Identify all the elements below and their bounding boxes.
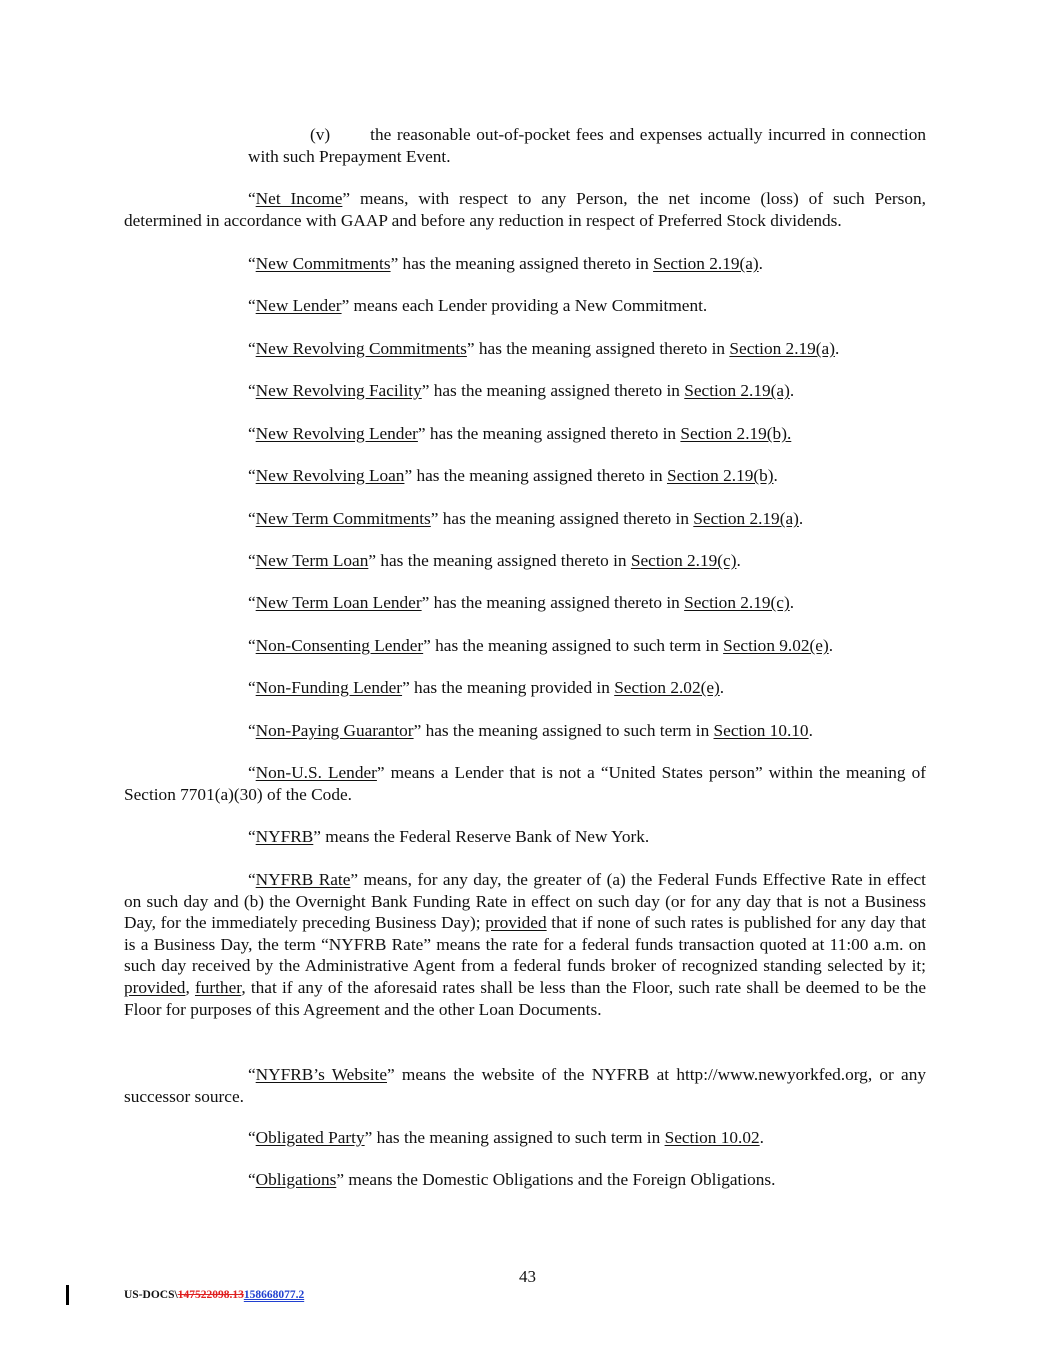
definition-non-funding-lender: “Non-Funding Lender” has the meaning provided in Section 2.02(e). bbox=[248, 678, 725, 697]
definition-nyfrb: “NYFRB” means the Federal Reserve Bank of New York. bbox=[248, 827, 650, 846]
definition-new-term-loan: “New Term Loan” has the meaning assigned thereto in Section 2.19(c). bbox=[248, 551, 741, 570]
term: Non-U.S. Lender bbox=[255, 763, 377, 782]
term: NYFRB bbox=[255, 827, 314, 846]
definition-new-revolving-loan: “New Revolving Loan” has the meaning assigned thereto in Section 2.19(b). bbox=[248, 466, 778, 485]
doc-id-inserted: 158668077.2 bbox=[243, 1289, 305, 1301]
further-term: further bbox=[194, 977, 242, 997]
section-reference: Section 2.19(b). bbox=[680, 424, 792, 443]
term: NYFRB’s Website bbox=[255, 1065, 387, 1084]
definition-nyfrb-website: “NYFRB’s Website” means the website of the NYFRB at http://www.newyorkfed.org, or any successor source. bbox=[124, 1065, 926, 1106]
change-bar bbox=[66, 1285, 69, 1305]
term: NYFRB Rate bbox=[255, 870, 351, 889]
definition-obligations: “Obligations” means the Domestic Obligations and the Foreign Obligations. bbox=[248, 1170, 776, 1189]
term: New Revolving Commitments bbox=[255, 339, 467, 358]
definition-new-lender: “New Lender” means each Lender providing a New Commitment. bbox=[248, 296, 708, 315]
definition-new-term-loan-lender: “New Term Loan Lender” has the meaning assigned thereto in Section 2.19(c). bbox=[248, 593, 795, 612]
section-reference: Section 9.02(e) bbox=[723, 636, 829, 655]
definition-new-revolving-commitments: “New Revolving Commitments” has the meaning assigned thereto in Section 2.19(a). bbox=[248, 339, 840, 358]
provided-term: provided bbox=[485, 913, 547, 933]
term: Non-Funding Lender bbox=[255, 678, 403, 697]
section-reference: Section 10.02 bbox=[664, 1128, 760, 1147]
definition-net-income: “Net Income” means, with respect to any Person, the net income (loss) of such Person, determined in accordance with GAAP and before any reduction in respect of Preferred Stock dividends. bbox=[124, 189, 926, 230]
term: Net Income bbox=[255, 189, 343, 208]
term: New Revolving Loan bbox=[255, 466, 405, 485]
definition-non-us-lender: “Non-U.S. Lender” means a Lender that is not a “United States person” within the meaning of Section 7701(a)(30) of the Code. bbox=[124, 763, 926, 804]
document-id-footer bbox=[124, 1289, 304, 1301]
definition-obligated-party: “Obligated Party” has the meaning assigned to such term in Section 10.02. bbox=[248, 1128, 764, 1147]
definition-non-consenting-lender: “Non-Consenting Lender” has the meaning assigned to such term in Section 9.02(e). bbox=[248, 636, 834, 655]
term: New Term Loan Lender bbox=[255, 593, 422, 612]
doc-id-prefix: US-DOCS\ bbox=[124, 1289, 178, 1301]
doc-id-deleted: 147522098.13 bbox=[177, 1289, 244, 1301]
term: Non-Paying Guarantor bbox=[255, 721, 414, 740]
term: Obligations bbox=[255, 1170, 337, 1189]
term: Non-Consenting Lender bbox=[255, 636, 424, 655]
section-reference: Section 10.10 bbox=[713, 721, 809, 740]
definition-new-commitments: “New Commitments” has the meaning assigned thereto in Section 2.19(a). bbox=[248, 254, 763, 273]
clause-v bbox=[248, 124, 926, 167]
section-reference: Section 2.19(a) bbox=[684, 381, 790, 400]
definition-nyfrb-rate: “NYFRB Rate” means, for any day, the greater of (a) the Federal Funds Effective Rate in effect on such day and (b) the Overnight Bank Funding Rate in effect on such day (or for any day that is not a Business Day, for the immediately preceding Business Day); provided that if none of such rates is published for any day that is a Business Day, the term “NYFRB Rate” means the rate for a federal funds transaction quoted at 11:00 a.m. on such day received by the Administrative Agent from a federal funds broker of recognized standing selected by it; provided, further, that if any of the aforesaid rates shall be less than the Floor, such rate shall be deemed to be the Floor for purposes of this Agreement and the other Loan Documents. bbox=[124, 870, 927, 1019]
definition-new-revolving-facility: “New Revolving Facility” has the meaning assigned thereto in Section 2.19(a). bbox=[248, 381, 795, 400]
section-reference: Section 2.19(c) bbox=[630, 551, 737, 570]
term: New Term Loan bbox=[255, 551, 369, 570]
term: Obligated Party bbox=[255, 1128, 365, 1147]
clause-v-label: (v) bbox=[310, 125, 331, 144]
provided-term: provided bbox=[124, 977, 186, 997]
definition-non-paying-guarantor: “Non-Paying Guarantor” has the meaning assigned to such term in Section 10.10. bbox=[248, 721, 813, 740]
definition-new-term-commitments: “New Term Commitments” has the meaning assigned thereto in Section 2.19(a). bbox=[248, 509, 804, 528]
term: New Revolving Lender bbox=[255, 424, 418, 443]
section-reference: Section 2.19(b) bbox=[666, 466, 774, 485]
section-reference: Section 2.02(e) bbox=[614, 678, 720, 697]
page-number: 43 bbox=[519, 1267, 536, 1286]
term: New Term Commitments bbox=[255, 509, 431, 528]
section-reference: Section 2.19(a) bbox=[729, 339, 835, 358]
section-reference: Section 2.19(a) bbox=[693, 509, 799, 528]
definition-new-revolving-lender: “New Revolving Lender” has the meaning assigned thereto in Section 2.19(b). bbox=[248, 424, 792, 443]
term: New Revolving Facility bbox=[255, 381, 422, 400]
clause-v-text: the reasonable out-of-pocket fees and expenses actually incurred in connection with such Prepayment Event. bbox=[248, 125, 926, 166]
section-reference: Section 2.19(a) bbox=[653, 254, 759, 273]
term: New Lender bbox=[255, 296, 342, 315]
section-reference: Section 2.19(c) bbox=[684, 593, 790, 612]
term: New Commitments bbox=[255, 254, 391, 273]
